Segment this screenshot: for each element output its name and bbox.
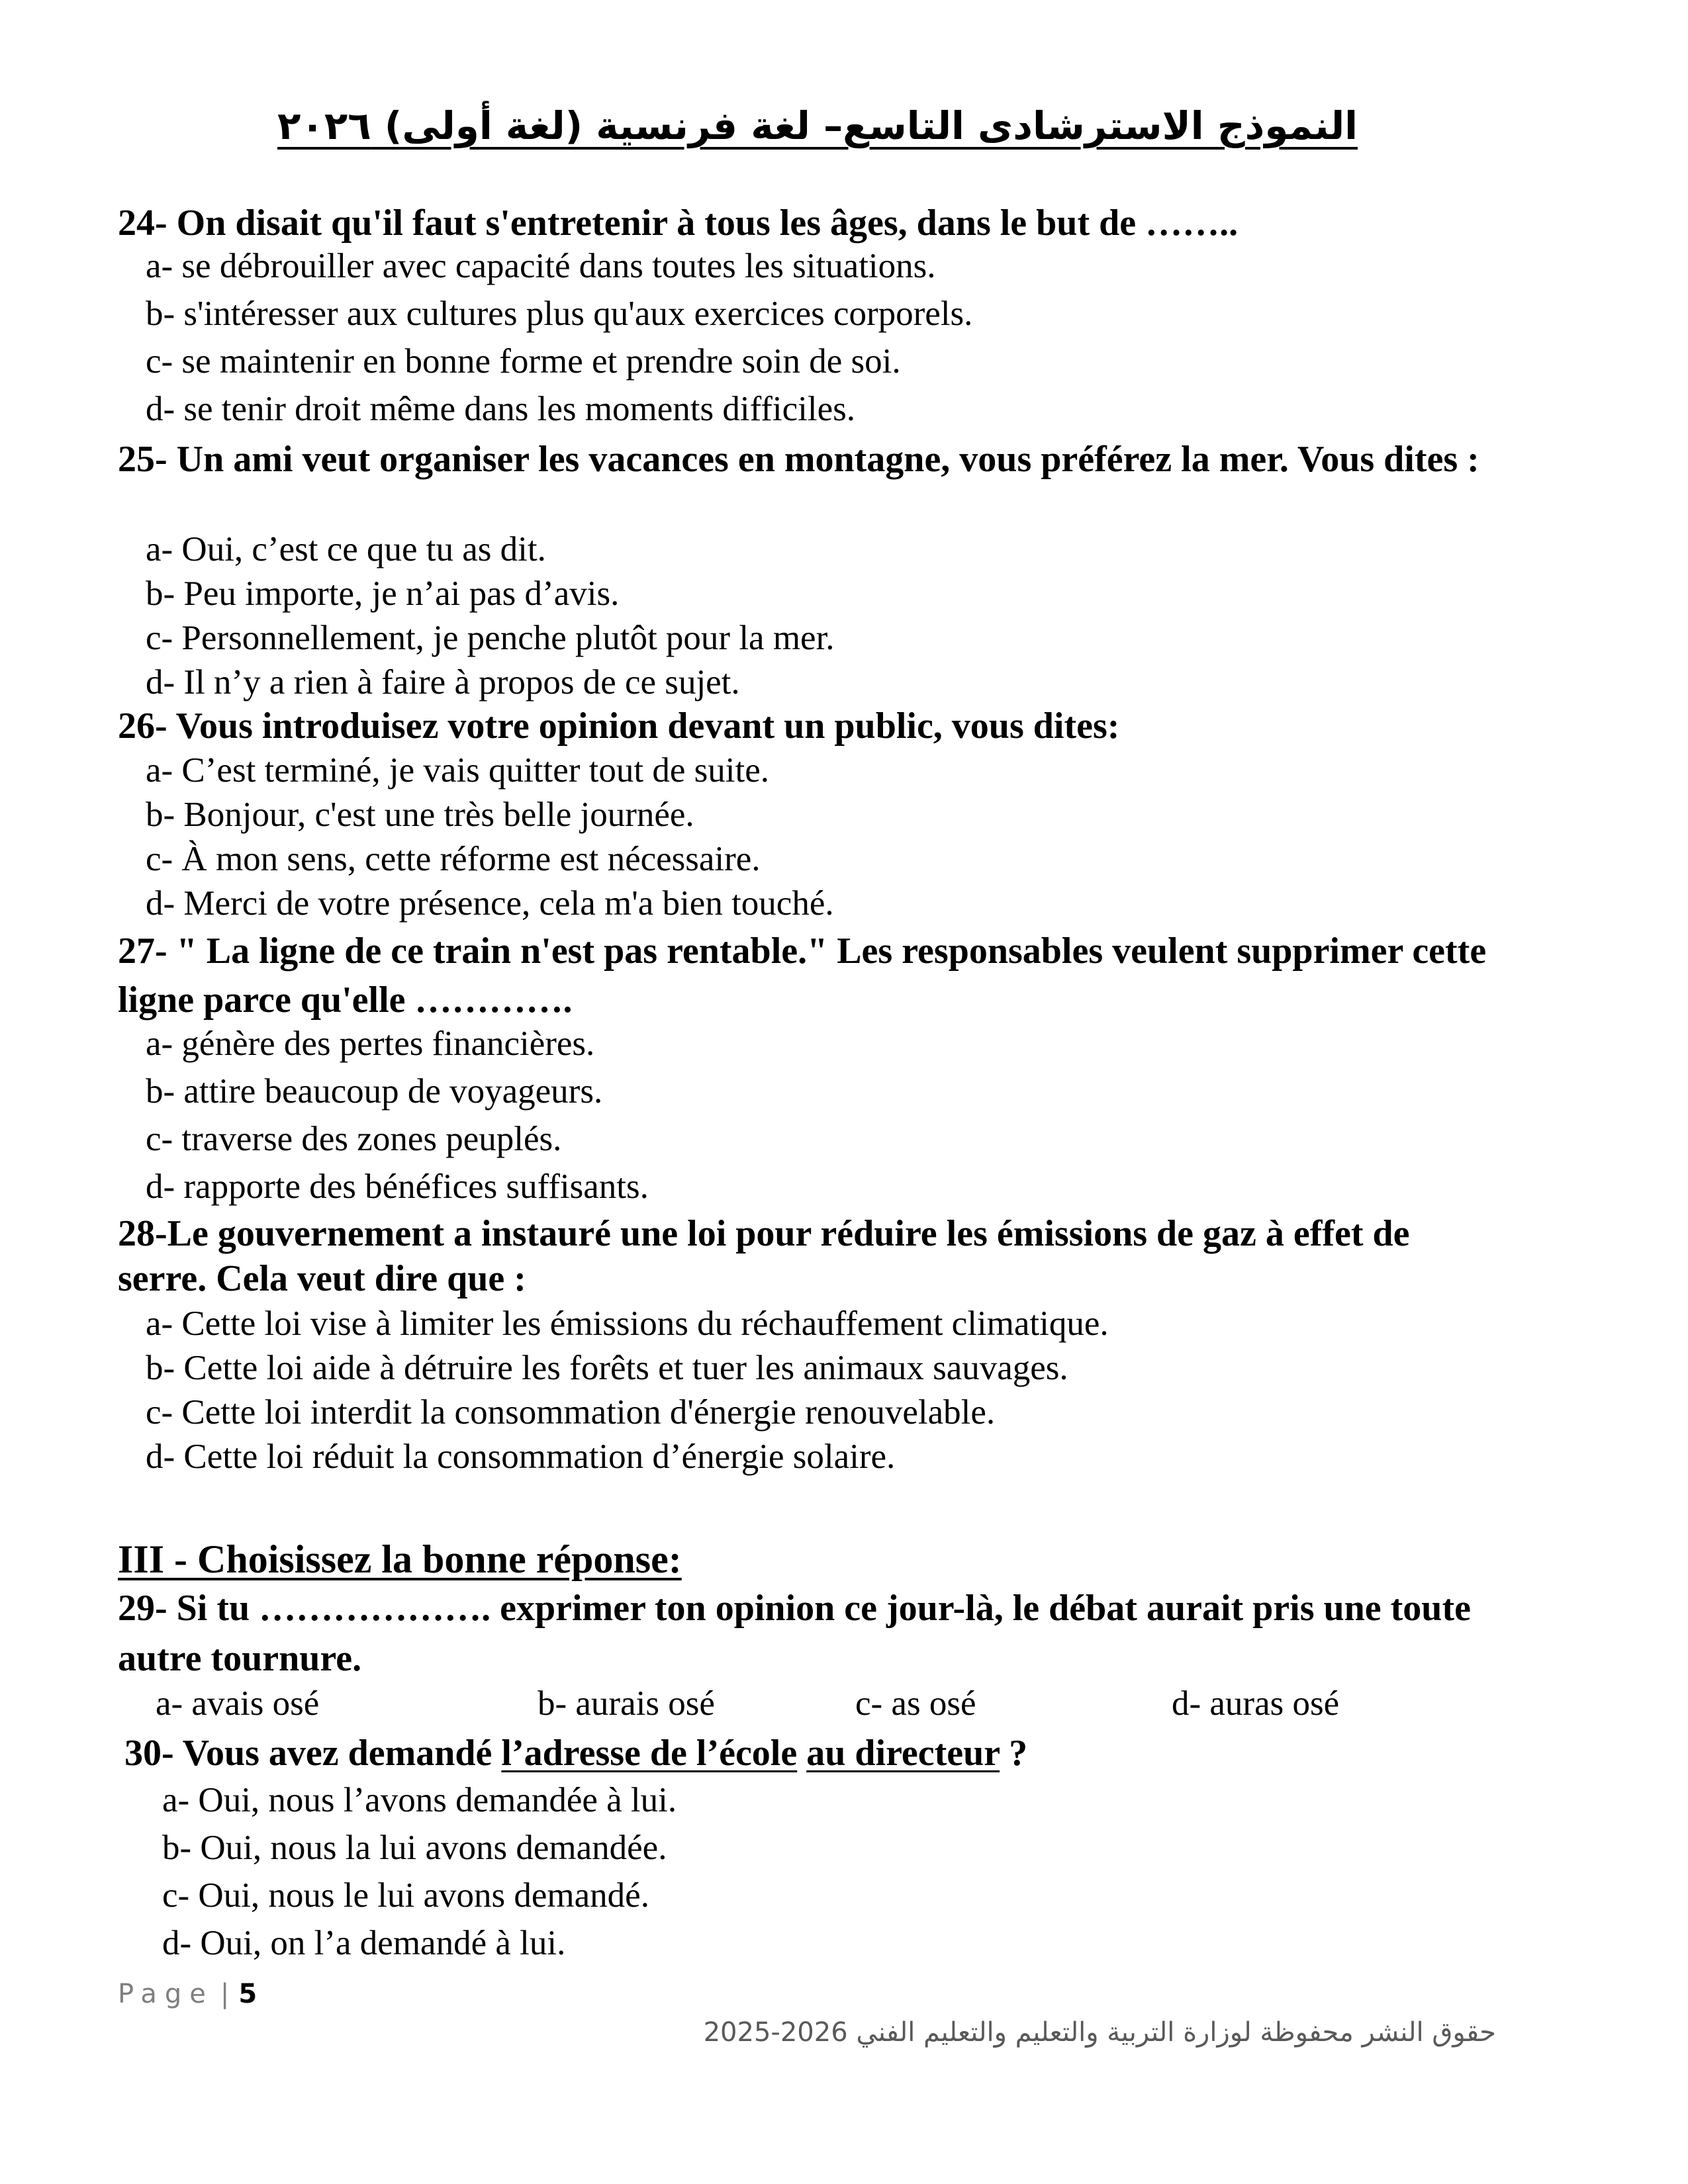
option-30-c: c- Oui, nous le lui avons demandé. [162, 1876, 649, 1915]
option-26-b: b- Bonjour, c'est une très belle journée. [146, 796, 694, 834]
question-26: 26- Vous introduisez votre opinion devant un public, vous dites: [118, 705, 1120, 747]
page-title: النموذج الاسترشادى التاسع– لغة فرنسية (لغة أولى) ٢٠٢٦ [277, 103, 1358, 148]
question-27: 27- " La ligne de ce train n'est pas rentable." Les responsables veulent supprimer cette ligne parce qu'elle …………. [118, 931, 1487, 1021]
option-30-b: b- Oui, nous la lui avons demandée. [162, 1829, 667, 1867]
question-25: 25- Un ami veut organiser les vacances en montagne, vous préférez la mer. Vous dites : [118, 439, 1479, 480]
option-28-d: d- Cette loi réduit la consommation d’énergie solaire. [146, 1437, 896, 1476]
option-29-a: a- avais osé [156, 1684, 320, 1723]
question-30: 30- Vous avez demandé l’adresse de l’école au directeur ? [124, 1733, 1028, 1774]
copyright-notice: حقوق النشر محفوظة لوزارة التربية والتعليم والتعليم الفني 2026-2025 [703, 2017, 1496, 2048]
underlined-recipient: au directeur [806, 1733, 1000, 1774]
option-29-b: b- aurais osé [538, 1684, 715, 1723]
option-25-c: c- Personnellement, je penche plutôt pour la mer. [146, 619, 835, 657]
option-30-a: a- Oui, nous l’avons demandée à lui. [162, 1781, 677, 1819]
option-29-c: c- as osé [855, 1684, 976, 1723]
option-27-b: b- attire beaucoup de voyageurs. [146, 1072, 603, 1111]
option-30-d: d- Oui, on l’a demandé à lui. [162, 1924, 566, 1962]
option-25-d: d- Il n’y a rien à faire à propos de ce sujet. [146, 663, 740, 702]
option-26-d: d- Merci de votre présence, cela m'a bien touché. [146, 884, 834, 923]
underlined-object: l’adresse de l’école [501, 1733, 798, 1774]
option-26-c: c- À mon sens, cette réforme est nécessaire. [146, 840, 761, 878]
option-27-d: d- rapporte des bénéfices suffisants. [146, 1167, 649, 1206]
option-28-c: c- Cette loi interdit la consommation d'énergie renouvelable. [146, 1393, 996, 1432]
option-29-d: d- auras osé [1172, 1684, 1340, 1723]
option-27-c: c- traverse des zones peuplés. [146, 1120, 562, 1158]
section-heading: III - Choisissez la bonne réponse: [118, 1537, 682, 1581]
question-28: 28-Le gouvernement a instauré une loi pour réduire les émissions de gaz à effet de serre. Cela veut dire que : [118, 1213, 1410, 1299]
question-24: 24- On disait qu'il faut s'entretenir à tous les âges, dans le but de …….. [118, 203, 1239, 244]
option-25-b: b- Peu importe, je n’ai pas d’avis. [146, 574, 620, 613]
option-24-b: b- s'intéresser aux cultures plus qu'aux exercices corporels. [146, 295, 973, 333]
question-29: 29- Si tu ………………. exprimer ton opinion ce jour-là, le débat aurait pris une toute autre tournure. [118, 1588, 1471, 1679]
option-28-a: a- Cette loi vise à limiter les émissions du réchauffement climatique. [146, 1304, 1109, 1343]
option-27-a: a- génère des pertes financières. [146, 1024, 595, 1063]
option-25-a: a- Oui, c’est ce que tu as dit. [146, 530, 546, 569]
option-28-b: b- Cette loi aide à détruire les forêts et tuer les animaux sauvages. [146, 1349, 1068, 1387]
page-number: Page | 5 [118, 1979, 258, 2009]
option-24-d: d- se tenir droit même dans les moments difficiles. [146, 390, 856, 428]
option-24-c: c- se maintenir en bonne forme et prendre soin de soi. [146, 342, 901, 381]
option-26-a: a- C’est terminé, je vais quitter tout de suite. [146, 751, 769, 790]
option-24-a: a- se débrouiller avec capacité dans toutes les situations. [146, 247, 936, 285]
